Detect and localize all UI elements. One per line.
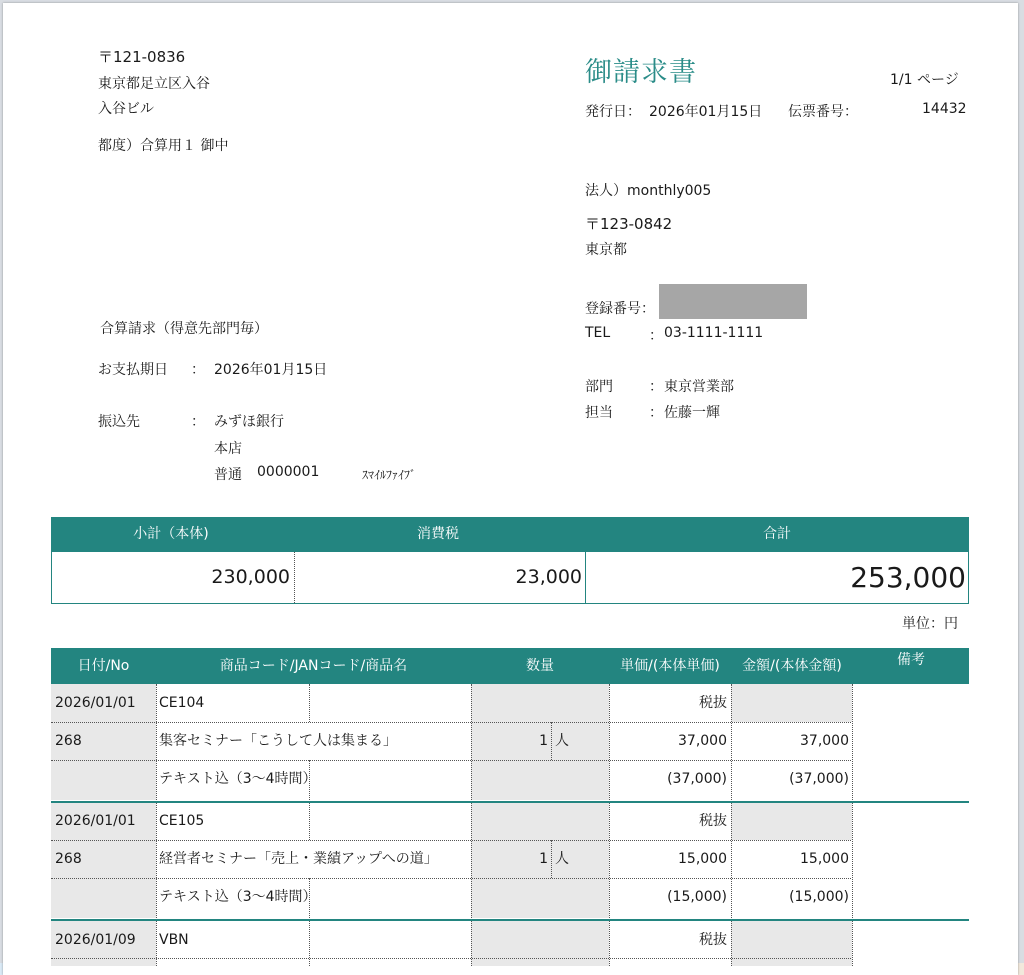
bank-name: みずほ銀行 [214,414,284,430]
issuer-postal: 〒123-0842 [585,215,673,233]
bank-branch: 本店 [214,441,242,457]
issue-date-label: 発行日： [585,104,641,120]
billing-method: 合算請求（得意先部門毎） [100,321,268,337]
tax-label: 消費税 [417,526,459,542]
item-date: 2026/01/09 [55,932,136,948]
item-quantity: 1 [539,851,548,867]
column-rule [731,684,732,966]
item-date: 2026/01/01 [55,695,136,711]
column-rule [156,684,157,966]
recipient-address-2: 入谷ビル [98,101,154,117]
tax-value: 23,000 [515,566,582,588]
subtotal-label: 小計（本体) [133,526,209,542]
cell-shade [51,760,156,800]
page-indicator: 1/1 ページ [890,72,959,88]
item-unit: 人 [555,733,569,749]
due-date: 2026年01月15日 [214,362,328,378]
totals-values [51,552,969,604]
document-title: 御請求書 [585,57,697,88]
item-code: CE104 [159,695,205,711]
item-tax-type: 税抜 [699,813,727,829]
cell-shade [51,878,156,918]
cell-shade [731,684,852,722]
staff-label: 担当 [585,405,613,421]
recipient-postal: 〒121-0836 [98,48,186,66]
issuer-name: 法人）monthly005 [585,183,712,199]
tel-colon: ： [649,328,663,344]
staff-colon: ： [649,405,663,421]
column-rule [309,684,310,722]
item-note: テキスト込（3〜4時間） [159,889,317,905]
cell-shade [731,802,852,840]
cell-shade [471,920,609,966]
cell-shade [731,920,852,966]
due-date-label: お支払期日 [98,362,168,378]
item-quantity: 1 [539,733,548,749]
item-base-amount: (15,000) [789,889,849,905]
account-number: 0000001 [257,464,320,480]
staff-value: 佐藤一輝 [664,405,720,421]
account-type: 普通 [214,467,242,483]
issue-date: 2026年01月15日 [649,104,763,120]
line-items-table [51,684,969,966]
col-unit-price: 単価/(本体単価) [620,658,720,674]
item-price: 37,000 [678,733,727,749]
recipient-address-1: 東京都足立区入谷 [98,76,210,92]
table-header [51,648,969,684]
slip-number-label: 伝票番号： [788,104,858,120]
bank-colon: ： [191,414,205,430]
grand-total-value: 253,000 [850,561,966,594]
col-quantity: 数量 [526,658,554,674]
col-amount: 金額/(本体金額) [742,658,842,674]
recipient-name: 都度）合算用１ 御中 [98,138,229,154]
totals-header [51,517,969,552]
item-tax-type: 税抜 [699,695,727,711]
due-date-colon: ： [191,362,205,378]
bank-label: 振込先 [98,414,140,430]
column-rule [309,920,310,966]
department-colon: ： [649,379,663,395]
column-rule [609,684,610,966]
subtotal-value: 230,000 [211,566,290,588]
col-date-no: 日付/No [77,658,130,674]
totals-divider [294,552,295,603]
item-code: CE105 [159,813,205,829]
item-base-price: (37,000) [667,771,727,787]
column-rule [852,684,853,966]
col-product: 商品コード/JANコード/商品名 [219,658,408,674]
item-slip-no: 268 [55,851,82,867]
registration-label: 登録番号： [585,301,655,317]
total-label: 合計 [763,526,791,542]
item-price: 15,000 [678,851,727,867]
column-rule [309,802,310,840]
item-note: テキスト込（3〜4時間） [159,771,317,787]
column-rule [551,840,552,878]
registration-number-redaction [659,284,807,319]
totals-box [51,517,969,605]
item-tax-type: 税抜 [699,932,727,948]
column-rule [551,722,552,760]
item-code: VBN [159,932,189,948]
item-unit: 人 [555,851,569,867]
account-holder: ｽﾏｲﾙﾌｧｲﾌﾞ [362,468,417,482]
item-separator [51,919,969,921]
department-label: 部門 [585,379,613,395]
col-remarks: 備考 [897,652,925,668]
item-base-amount: (37,000) [789,771,849,787]
tel-number: 03-1111-1111 [664,325,764,341]
totals-divider [585,552,586,603]
issuer-address: 東京都 [585,242,627,258]
item-date: 2026/01/01 [55,813,136,829]
tel-label: TEL [585,325,611,341]
invoice-page [3,3,1018,975]
item-slip-no: 268 [55,733,82,749]
item-amount: 15,000 [800,851,849,867]
item-name: 経営者セミナー「売上・業績アップへの道」 [159,851,438,867]
department-value: 東京営業部 [664,379,734,395]
slip-number: 14432 [922,101,967,117]
item-amount: 37,000 [800,733,849,749]
item-base-price: (15,000) [667,889,727,905]
item-name: 集客セミナー「こうして人は集まる」 [159,733,397,749]
currency-unit: 単位：円 [902,616,958,632]
